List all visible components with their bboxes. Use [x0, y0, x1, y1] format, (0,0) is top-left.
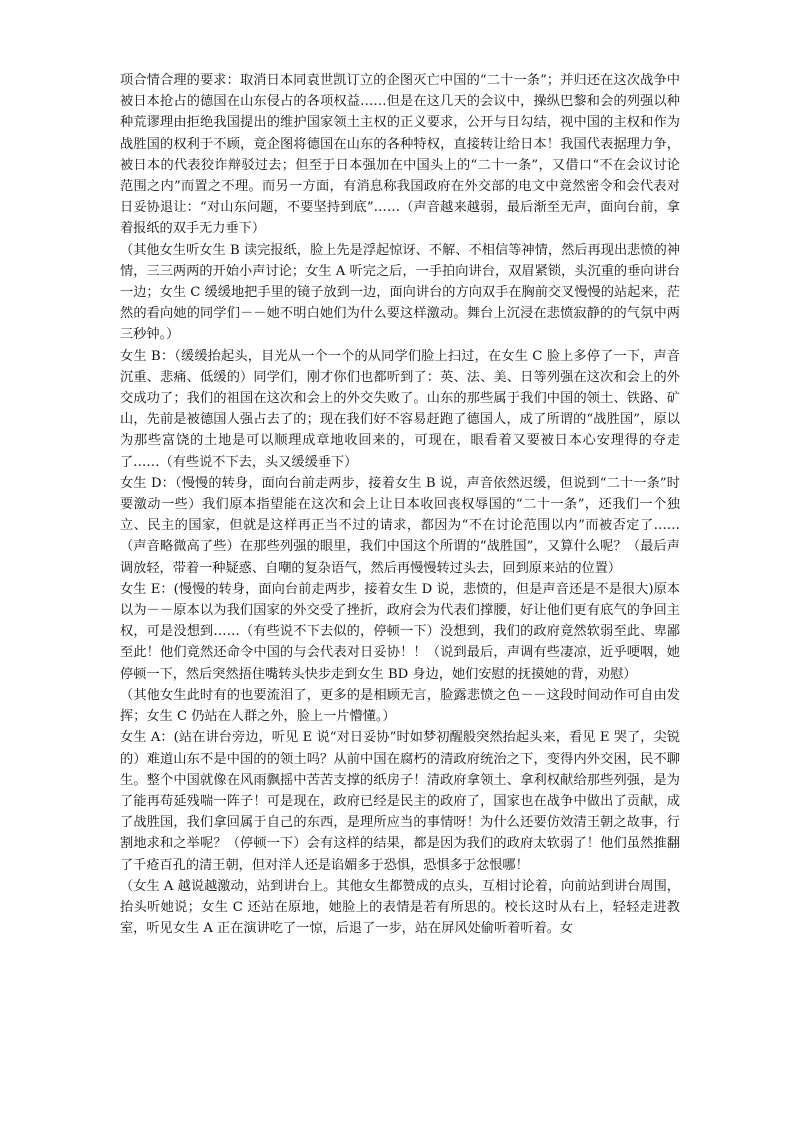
paragraph-student-d-speech: 女生 D：（慢慢的转身，面向台前走两步，接着女生 B 说，声音依然迟缓，但说到“二十一条”时要激动一些）我们原本指望能在这次和会上让日本收回丧权辱国的“二十一条”，还我们一个独立、民主的国家，但就是这样再正当不过的请求，都因为“不在讨论范围以内”而被否定了……（声音略微高了些）在那些列强的眼里，我们中国这个所谓的“战胜国”，又算什么呢？（最后声调放轻，带着一种疑惑、自嘲的复杂语气，然后再慢慢转过头去，回到原来站的位置） [120, 475, 680, 576]
paragraph-stage-direction-reactions: （其他女生听女生 B 读完报纸，脸上先是浮起惊讶、不解、不相信等神情，然后再现出悲愤的神情，三三两两的开始小声讨论；女生 A 听完之后，一手拍向讲台，双眉紧锁，头沉重的垂向讲台一边；女生 C 缓缓地把手里的镜子放到一边，面向讲台的方向双手在胸前交叉慢慢的站起来，茫然的看向她的同学们－－她不明白她们为什么要这样激动。舞台上沉浸在悲愤寂静的的气氛中两三秒钟。） [120, 242, 680, 343]
paragraph-student-e-speech: 女生 E：(慢慢的转身，面向台前走两步，接着女生 D 说，悲愤的，但是声音还是不是很大)原本以为－－原本以为我们国家的外交受了挫折，政府会为代表们撑腰，好让他们更有底气的争回主权，可是没想到……（有些说不下去似的，停顿一下）没想到，我们的政府竟然软弱至此、卑鄙至此！他们竟然还命令中国的与会代表对日妥协！！（说到最后，声调有些凄凉，近乎哽咽，她停顿一下，然后突然捂住嘴转头快步走到女生 BD 身边，她们安慰的抚摸她的背，劝慰） [120, 581, 680, 682]
paragraph-student-b-speech: 女生 B：（缓缓抬起头，目光从一个一个的从同学们脸上扫过，在女生 C 脸上多停了一下，声音沉重、悲痛、低缓的）同学们，刚才你们也都听到了：英、法、美、日等列强在这次和会上的外交成功了；我们的祖国在这次和会上的外交失败了。山东的那些属于我们中国的领土、铁路、矿山，先前是被德国人强占去了的；现在我们好不容易赶跑了德国人，成了所谓的“战胜国”，原以为那些富饶的土地是可以顺理成章地收回来的，可现在，眼看着又要被日本心安理得的夺走了……（有些说不下去，头又缓缓垂下） [120, 348, 680, 470]
document-page [120, 70, 680, 939]
paragraph-student-a-speech: 女生 A：(站在讲台旁边，听见 E 说“对日妥协”时如梦初醒般突然抬起头来，看见 E 哭了，尖锐的）难道山东不是中国的的领土吗？从前中国在腐朽的清政府统治之下，变得内外交困，民不聊生。整个中国就像在风雨飘摇中苦苦支撑的纸房子！清政府拿领土、拿利权献给那些列强，是为了能再苟延残喘一阵子！可是现在，政府已经是民主的政府了，国家也在战争中做出了贡献，成了战胜国，我们拿回属于自己的东西，是理所应当的事情呀！为什么还要仿效清王朝之故事，行割地求和之举呢？（停顿一下）会有这样的结果，都是因为我们的政府太软弱了！他们虽然推翻了千疮百孔的清王朝，但对洋人还是谄媚多于恐惧，恐惧多于忿恨哪！ [120, 730, 680, 873]
paragraph-stage-direction-silence: （其他女生此时有的也要流泪了，更多的是相顾无言，脸露悲愤之色－－这段时间动作可自由发挥；女生 C 仍站在人群之外，脸上一片懵懂。） [120, 687, 680, 725]
paragraph-narration-demands: 项合情合理的要求：取消日本同袁世凯订立的企图灭亡中国的“二十一条”；并归还在这次战争中被日本抢占的德国在山东侵占的各项权益……但是在这几天的会议中，操纵巴黎和会的列强以种种荒谬理由拒绝我国提出的维护国家领土主权的正义要求，公开与日勾结，视中国的主权和作为战胜国的权利于不顾，竟企图将德国在山东的各种特权，直接转让给日本！我国代表据理力争，被日本的代表狡诈辩驳过去；但至于日本强加在中国头上的“二十一条”，又借口“不在会议讨论范围之内”而置之不理。而另一方面，有消息称我国政府在外交部的电文中竟然密令和会代表对日妥协退让：“对山东问题，不要坚持到底”……（声音越来越弱，最后渐至无声，面向台前，拿着报纸的双手无力垂下） [120, 73, 680, 237]
paragraph-stage-direction-principal: （女生 A 越说越激动，站到讲台上。其他女生都赞成的点头，互相讨论着，向前站到讲台周围，抬头听她说；女生 C 还站在原地，她脸上的表情是若有所思的。校长这时从右上，轻轻走进教室，听见女生 A 正在演讲吃了一惊，后退了一步，站在屏风处偷听着听着。女 [120, 878, 680, 937]
